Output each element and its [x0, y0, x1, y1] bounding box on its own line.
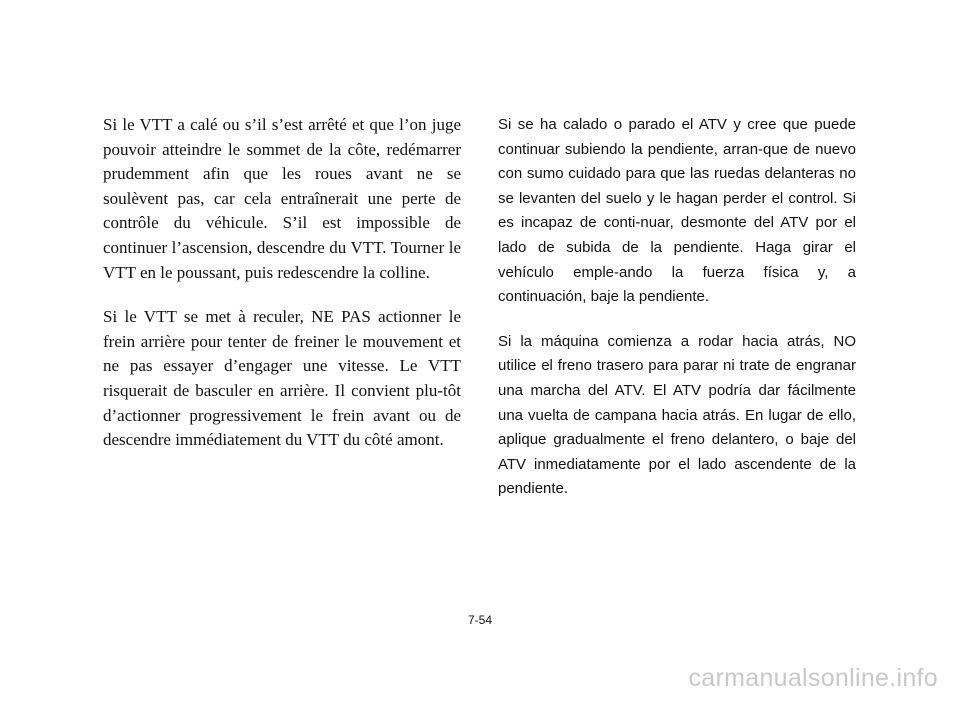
page-number: 7-54 [467, 613, 493, 627]
french-paragraph-2: Si le VTT se met à reculer, NE PAS actionner le frein arrière pour tenter de freiner le mouvement et ne pas essayer d’engager une vitesse. Le VTT risquerait de basculer en arrière. Il convient plu-tôt d’actionner progressivement le frein avant ou de descendre immédiatement du VTT du côté amont. [103, 307, 461, 450]
french-paragraph-1: Si le VTT a calé ou s’il s’est arrêté et que l’on juge pouvoir atteindre le sommet de la côte, redémarrer prudemment afin que les roues avant ne se soulèvent pas, car cela entraînerait une perte de contrôle du véhicule. S’il est impossible de continuer l’ascension, descendre du VTT. Tourner le VTT en le poussant, puis redescendre la colline. [103, 115, 461, 282]
spanish-column [498, 113, 856, 522]
french-column [103, 113, 461, 473]
spanish-paragraph-2: Si la máquina comienza a rodar hacia atrás, NO utilice el freno trasero para parar ni trate de engranar una marcha del ATV. El ATV podría dar fácilmente una vuelta de campana hacia atrás. En lugar de ello, aplique gradualmente el freno delantero, o baje del ATV inmediatamente por el lado ascendente de la pendiente. [498, 332, 856, 498]
watermark: carmanualsonline.info [688, 664, 938, 692]
spanish-paragraph-1: Si se ha calado o parado el ATV y cree que puede continuar subiendo la pendiente, arran-que de nuevo con sumo cuidado para que las ruedas delanteras no se levanten del suelo y le hagan perder el control. Si es incapaz de conti-nuar, desmonte del ATV por el lado de subida de la pendiente. Haga girar el vehículo emple-ando la fuerza física y, a continuación, baje la pendiente. [498, 116, 856, 306]
